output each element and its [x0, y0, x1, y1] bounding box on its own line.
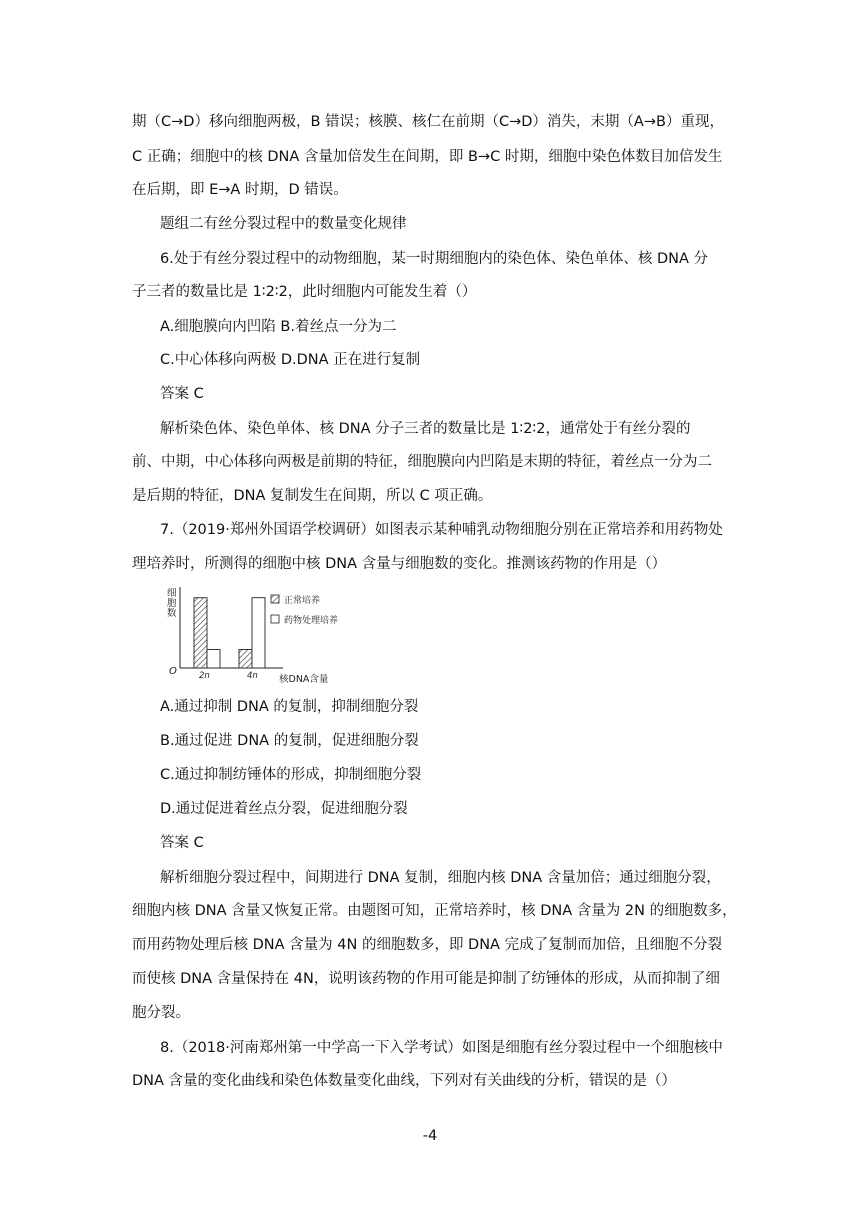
bar-group: [194, 598, 265, 668]
x-tick-label: 2n: [199, 671, 210, 681]
text-line: C 正确；细胞中的核 DNA 含量加倍发生在间期，即 B→C 时期，细胞中染色体数目加倍发生: [132, 149, 723, 165]
answer-6: 答案 C: [160, 386, 204, 402]
x-tick-label: 4n: [247, 671, 258, 681]
text-line: 在后期，即 E→A 时期，D 错误。: [132, 182, 348, 198]
option-line: B.通过促进 DNA 的复制，促进细胞分裂: [160, 733, 419, 749]
text-line: 期（C→D）移向细胞两极，B 错误；核膜、核仁在前期（C→D）消失，末期（A→B）重现，: [132, 114, 724, 130]
explanation-7: 细胞内核 DNA 含量又恢复正常。由题图可知，正常培养时，核 DNA 含量为 2N 的细胞数多，: [132, 903, 737, 919]
question-8-text: DNA 含量的变化曲线和染色体数量变化曲线，下列对有关曲线的分析，错误的是（）: [132, 1073, 677, 1089]
explanation-7: 而使核 DNA 含量保持在 4N，说明该药物的作用可能是抑制了纺锤体的形成，从而抑制了细: [132, 971, 720, 987]
x-axis-label: 核DNA含量: [279, 674, 329, 685]
explanation-7: 胞分裂。: [132, 1005, 190, 1021]
option-line: A.通过抑制 DNA 的复制，抑制细胞分裂: [160, 699, 419, 715]
option-line: A.细胞膜向内凹陷 B.着丝点一分为二: [160, 319, 397, 335]
bar-4n-drug-treated: [252, 598, 265, 668]
explanation-6: 解析染色体、染色单体、核 DNA 分子三者的数量比是 1∶2∶2，通常处于有丝分裂的: [160, 421, 691, 437]
y-axis-label: [167, 588, 177, 619]
legend-label: 正常培养: [284, 596, 321, 606]
question-8-text: 8.（2018·河南郑州第一中学高一下入学考试）如图是细胞有丝分裂过程中一个细胞核中: [160, 1040, 723, 1056]
option-line: C.中心体移向两极 D.DNA 正在进行复制: [160, 352, 421, 368]
dna-content-bar-chart: [165, 585, 375, 687]
question-6-text: 子三者的数量比是 1∶2∶2，此时细胞内可能发生着（）: [132, 284, 477, 300]
option-line: D.通过促进着丝点分裂，促进细胞分裂: [160, 801, 408, 817]
explanation-7: 解析细胞分裂过程中，间期进行 DNA 复制，细胞内核 DNA 含量加倍；通过细胞分裂，: [160, 870, 721, 886]
y-axis-label-char: 胞: [167, 598, 177, 609]
explanation-6: 是后期的特征，DNA 复制发生在间期，所以 C 项正确。: [132, 488, 493, 504]
origin-label: O: [169, 666, 177, 677]
explanation-7: 而用药物处理后核 DNA 含量为 4N 的细胞数多，即 DNA 完成了复制而加倍，且细胞不分裂: [132, 937, 723, 953]
question-7-text: 7.（2019·郑州外国语学校调研）如图表示某种哺乳动物细胞分别在正常培养和用药物处: [160, 522, 723, 538]
legend-swatch-hatched: [271, 595, 279, 603]
page-number: -4: [422, 1128, 438, 1144]
question-6-text: 6.处于有丝分裂过程中的动物细胞，某一时期细胞内的染色体、染色单体、核 DNA 分: [160, 251, 708, 267]
legend-label: 药物处理培养: [284, 616, 339, 626]
y-axis-label-char: 细: [167, 588, 177, 599]
bar-2n-drug-treated: [207, 650, 220, 669]
y-axis-label-char: 数: [167, 608, 177, 619]
section-heading: 题组二有丝分裂过程中的数量变化规律: [160, 216, 407, 232]
legend-swatch-plain: [271, 615, 279, 623]
bar-2n-normal-culture: [194, 598, 207, 668]
question-7-text: 理培养时，所测得的细胞中核 DNA 含量与细胞数的变化。推测该药物的作用是（）: [132, 556, 667, 572]
explanation-6: 前、中期，中心体移向两极是前期的特征，细胞膜向内凹陷是末期的特征，着丝点一分为二: [132, 454, 712, 470]
bar-4n-normal-culture: [239, 650, 252, 669]
option-line: C.通过抑制纺锤体的形成，抑制细胞分裂: [160, 767, 422, 783]
answer-7: 答案 C: [160, 835, 204, 851]
